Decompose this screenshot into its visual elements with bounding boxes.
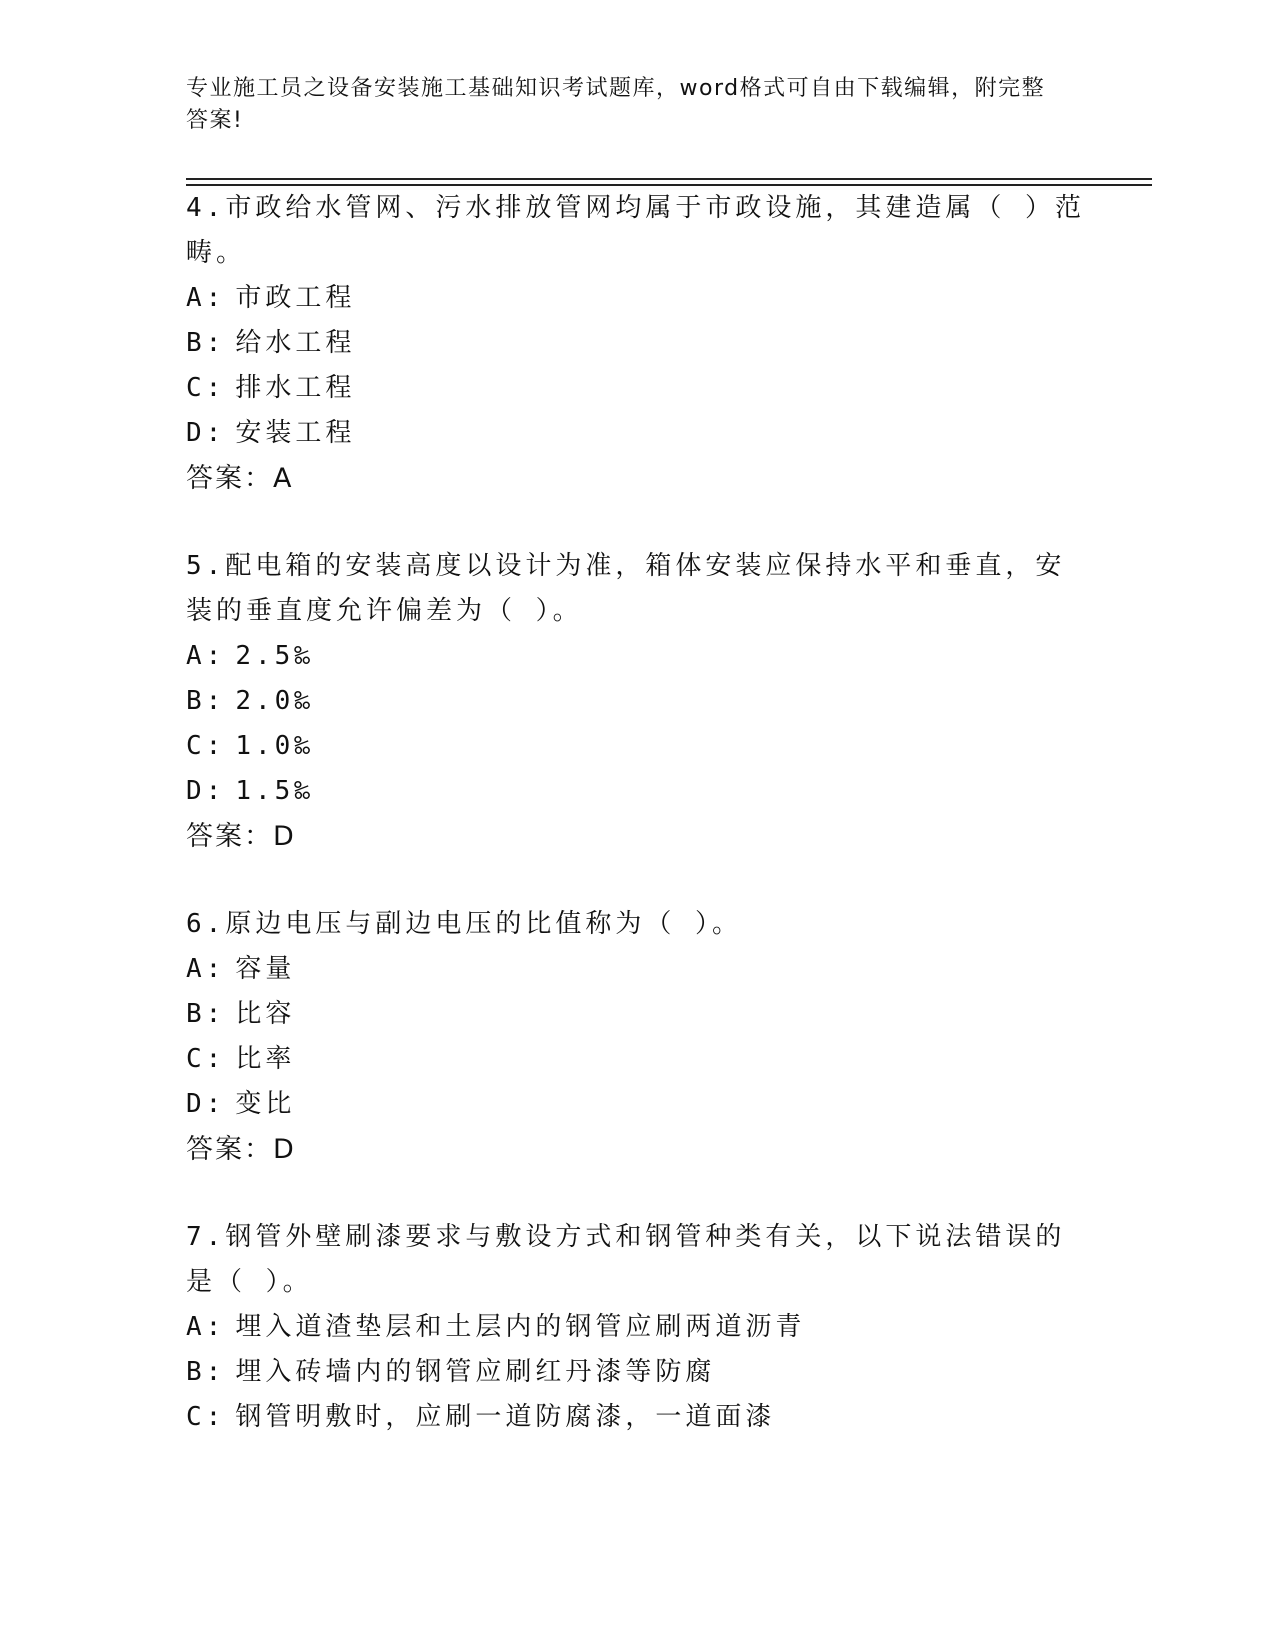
option-a: A: 2.5‰ — [186, 641, 314, 671]
option-list — [186, 1305, 1086, 1440]
question-text: 钢管外壁刷漆要求与敷设方式和钢管种类有关，以下说法错误的是（ ）。 — [186, 1222, 1066, 1297]
answer-line — [186, 814, 1086, 859]
answer-label: 答案： — [186, 1134, 273, 1165]
option-letter: C — [186, 1402, 206, 1432]
answer-line — [186, 456, 1086, 501]
option-c: C: 排水工程 — [186, 373, 356, 403]
question-stem — [186, 1215, 1086, 1305]
option-text: 给水工程 — [235, 328, 356, 358]
question-stem — [186, 902, 1086, 947]
option-text: 埋入道渣垫层和土层内的钢管应刷两道沥青 — [235, 1312, 806, 1342]
option-text: 容量 — [235, 954, 296, 984]
option-letter: B — [186, 999, 206, 1029]
option-text: 埋入砖墙内的钢管应刷红丹漆等防腐 — [235, 1357, 716, 1387]
option-letter: A — [186, 283, 206, 313]
option-letter: D — [186, 1089, 206, 1119]
question-number: 7. — [186, 1222, 226, 1252]
option-letter: B — [186, 686, 206, 716]
question-4 — [186, 186, 1086, 501]
option-b: B: 埋入砖墙内的钢管应刷红丹漆等防腐 — [186, 1357, 716, 1387]
option-b: B: 2.0‰ — [186, 686, 314, 716]
option-letter: C — [186, 731, 206, 761]
option-text: 1.5‰ — [235, 776, 314, 806]
question-7 — [186, 1215, 1086, 1440]
option-letter: A — [186, 954, 206, 984]
option-letter: D — [186, 418, 206, 448]
question-stem — [186, 544, 1086, 634]
option-c: C: 钢管明敷时，应刷一道防腐漆，一道面漆 — [186, 1402, 776, 1432]
option-letter: D — [186, 776, 206, 806]
question-number: 5. — [186, 551, 226, 581]
option-letter: C — [186, 373, 206, 403]
option-letter: A — [186, 1312, 206, 1342]
option-text: 2.5‰ — [235, 641, 314, 671]
answer-label: 答案： — [186, 463, 273, 494]
option-letter: C — [186, 1044, 206, 1074]
option-b: B: 给水工程 — [186, 328, 356, 358]
answer-value: A — [273, 463, 294, 494]
option-list — [186, 947, 1086, 1127]
question-stem — [186, 186, 1086, 276]
question-number: 4. — [186, 193, 226, 223]
option-d: D: 变比 — [186, 1089, 296, 1119]
question-number: 6. — [186, 909, 226, 939]
answer-value: D — [273, 1134, 296, 1165]
option-a: A: 容量 — [186, 954, 296, 984]
header-divider-top — [186, 178, 1152, 180]
question-list — [186, 186, 1086, 1483]
question-text: 配电箱的安装高度以设计为准，箱体安装应保持水平和垂直，安装的垂直度允许偏差为（ ）。 — [186, 551, 1066, 626]
option-text: 比率 — [235, 1044, 296, 1074]
answer-value: D — [273, 821, 296, 852]
option-text: 1.0‰ — [235, 731, 314, 761]
option-list — [186, 276, 1086, 456]
answer-line — [186, 1127, 1086, 1172]
option-text: 2.0‰ — [235, 686, 314, 716]
option-text: 安装工程 — [235, 418, 356, 448]
option-letter: B — [186, 328, 206, 358]
option-c: C: 1.0‰ — [186, 731, 314, 761]
option-text: 市政工程 — [235, 283, 356, 313]
option-text: 钢管明敷时，应刷一道防腐漆，一道面漆 — [235, 1402, 776, 1432]
option-d: D: 安装工程 — [186, 418, 356, 448]
option-text: 比容 — [235, 999, 296, 1029]
option-list — [186, 634, 1086, 814]
option-c: C: 比率 — [186, 1044, 296, 1074]
option-letter: A — [186, 641, 206, 671]
option-b: B: 比容 — [186, 999, 296, 1029]
option-letter: B — [186, 1357, 206, 1387]
option-text: 变比 — [235, 1089, 296, 1119]
question-5 — [186, 544, 1086, 859]
option-text: 排水工程 — [235, 373, 356, 403]
document-header: 专业施工员之设备安装施工基础知识考试题库，word格式可自由下载编辑，附完整答案! — [186, 76, 1046, 133]
option-a: A: 市政工程 — [186, 283, 356, 313]
option-d: D: 1.5‰ — [186, 776, 314, 806]
question-text: 原边电压与副边电压的比值称为（ ）。 — [225, 909, 742, 939]
question-6 — [186, 902, 1086, 1172]
option-a: A: 埋入道渣垫层和土层内的钢管应刷两道沥青 — [186, 1312, 806, 1342]
answer-label: 答案： — [186, 821, 273, 852]
question-text: 市政给水管网、污水排放管网均属于市政设施，其建造属（ ）范畴。 — [186, 193, 1085, 268]
